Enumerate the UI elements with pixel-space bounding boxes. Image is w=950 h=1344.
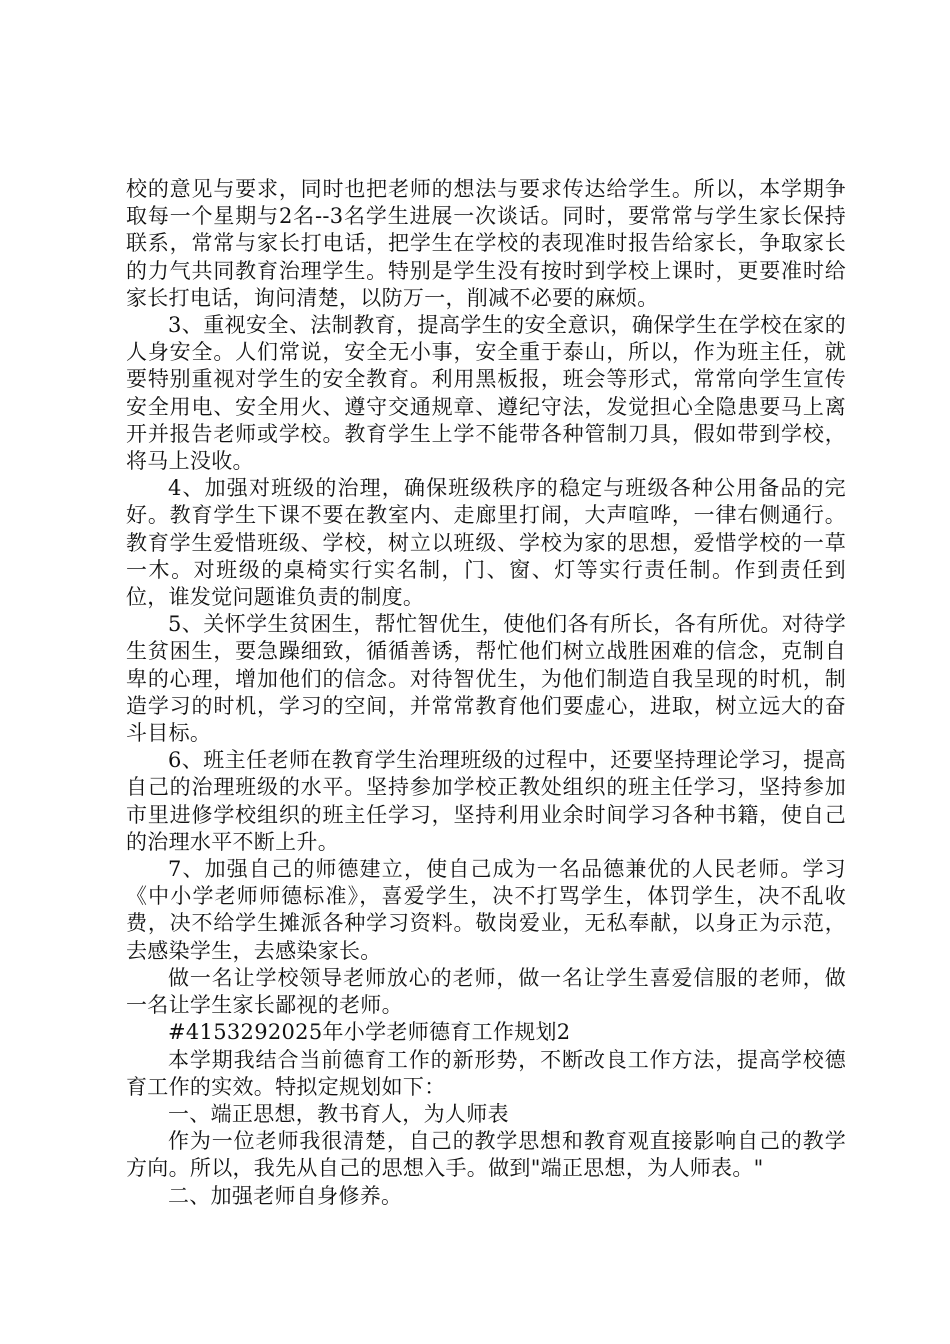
heading-two: 二、加强老师自身修养。 — [168, 1183, 403, 1208]
heading-one: 一、端正思想，教书育人，为人师表 — [168, 1101, 509, 1126]
paragraph-closing: 做一名让学校领导老师放心的老师，做一名让学生喜爱信服的老师，做一名让学生家长鄙视的老师。 — [126, 965, 846, 1018]
paragraph-item-7: 7、加强自己的师德建立，使自己成为一名品德兼优的人民老师。学习《中小学老师师德标准》，喜爱学生，决不打骂学生，体罚学生，决不乱收费，决不给学生摊派各种学习资料。敬岗爱业，无私奉献，以身正为示范，去感染学生，去感染家长。 — [126, 857, 846, 963]
paragraph-item-5: 5、关怀学生贫困生，帮忙智优生，使他们各有所长，各有所优。对待学生贫困生，要急躁细致，循循善诱，帮忙他们树立战胜困难的信念，克制自卑的心理，增加他们的信念。对待智优生，为他们制造自我呈现的时机，制造学习的时机，学习的空间，并常常教育他们要虚心，进取，树立远大的奋斗目标。 — [126, 612, 846, 746]
paragraph-item-4: 4、加强对班级的治理，确保班级秩序的稳定与班级各种公用备品的完好。教育学生下课不要在教室内、走廊里打闹，大声喧哗，一律右侧通行。教育学生爱惜班级、学校，树立以班级、学校为家的思想，爱惜学校的一草一木。对班级的桌椅实行实名制，门、窗、灯等实行责任制。作到责任到位，谁发觉问题谁负责的制度。 — [126, 476, 846, 610]
paragraph-continuation: 校的意见与要求，同时也把老师的想法与要求传达给学生。所以，本学期争取每一个星期与2名--3名学生进展一次谈话。同时，要常常与学生家长保持联系，常常与家长打电话，把学生在学校的表现准时报告给家长，争取家长的力气共同教育治理学生。特别是学生没有按时到学校上课时，更要准时给家长打电话，询问清楚，以防万一，削减不必要的麻烦。 — [126, 177, 846, 310]
paragraph-heading-one-body: 作为一位老师我很清楚，自己的教学思想和教育观直接影响自己的教学方向。所以，我先从自己的思想入手。做到"端正思想，为人师表。" — [126, 1129, 846, 1181]
document-body — [126, 176, 846, 1210]
section-title: #4153292025年小学老师德育工作规划2 — [168, 1020, 571, 1045]
paragraph-item-3: 3、重视安全、法制教育，提高学生的安全意识，确保学生在学校在家的人身安全。人们常说，安全无小事，安全重于泰山，所以，作为班主任，就要特别重视对学生的安全教育。利用黑板报，班会等形式，常常向学生宣传安全用电、安全用火、遵守交通规章、遵纪守法，发觉担心全隐患要马上离开并报告老师或学校。教育学生上学不能带各种管制刀具，假如带到学校，将马上没收。 — [126, 313, 846, 474]
paragraph-intro: 本学期我结合当前德育工作的新形势，不断改良工作方法，提高学校德育工作的实效。特拟定规划如下： — [126, 1047, 846, 1099]
paragraph-item-6: 6、班主任老师在教育学生治理班级的过程中，还要坚持理论学习，提高自己的治理班级的水平。坚持参加学校正教处组织的班主任学习，坚持参加市里进修学校组织的班主任学习，坚持利用业余时间学习各种书籍，使自己的治理水平不断上升。 — [126, 748, 846, 854]
